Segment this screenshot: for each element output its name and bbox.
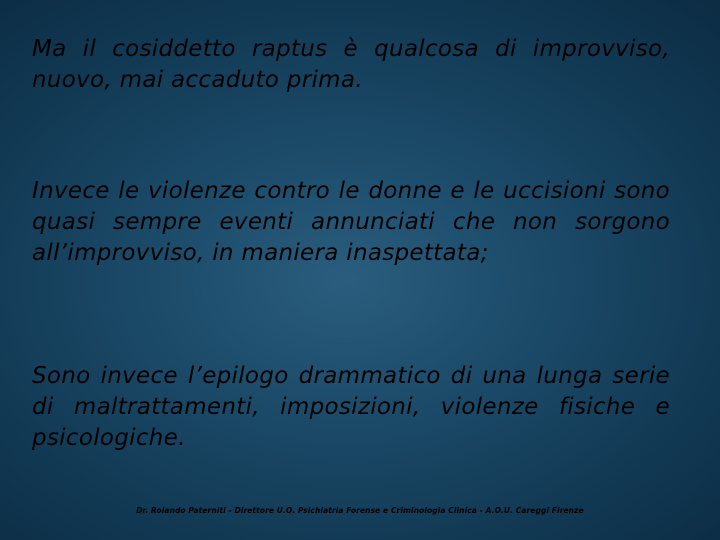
paragraph-violenze-annunciate: Invece le violenze contro le donne e le uccisioni sono quasi sempre eventi annunciati che non sorgono all’improvviso, in maniera inaspettata; [32, 178, 670, 266]
paragraph-epilogo: Sono invece l’epilogo drammatico di una lunga serie di maltrattamenti, imposizioni, violenze fisiche e psicologiche. [32, 363, 670, 451]
paragraph-raptus: Ma il cosiddetto raptus è qualcosa di improvviso, nuovo, mai accaduto prima. [32, 36, 670, 93]
slide-footer: Dr. Rolando Paterniti - Direttore U.O. Psichiatria Forense e Criminologia Clinica - A.O.U. Careggi Firenze [136, 506, 584, 515]
